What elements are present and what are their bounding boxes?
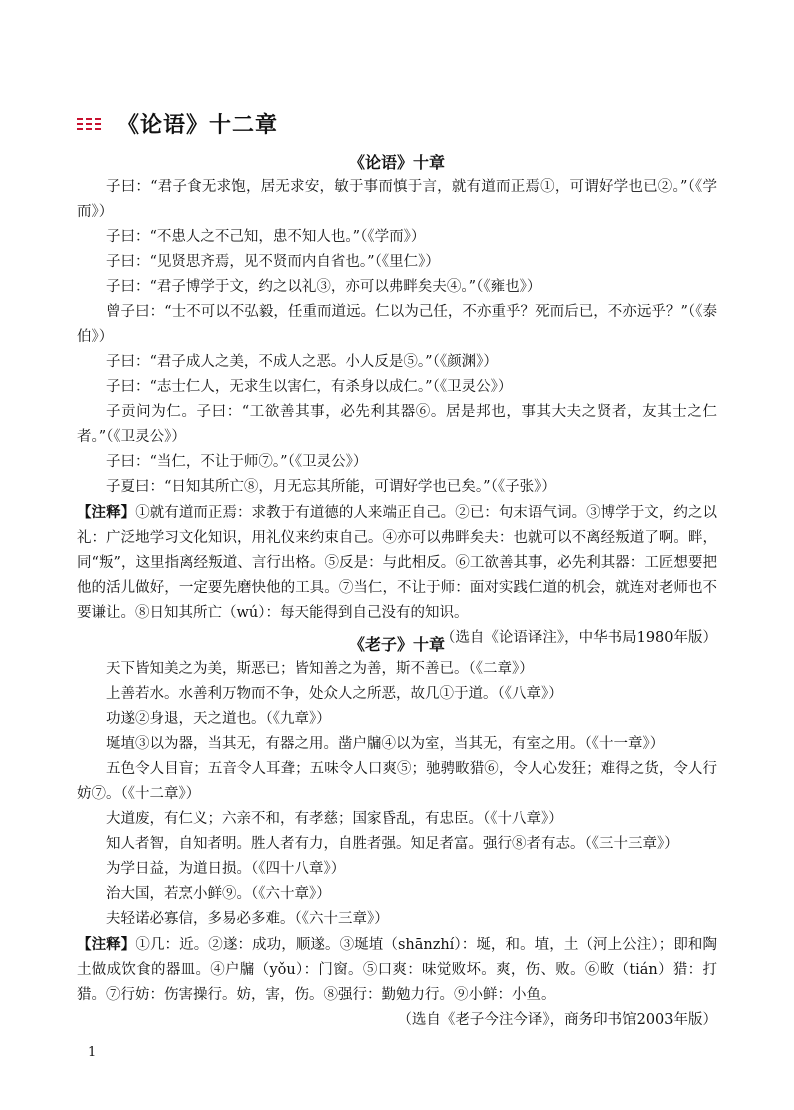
laozi-notes [77, 932, 717, 1008]
lunyu-source: （选自《论语译注》，中华书局1980年版） [440, 630, 717, 646]
lunyu-para: 子曰：“见贤思齐焉，见不贤而内自省也。”（《里仁》） [106, 254, 440, 270]
laozi-para: 五色令人目盲；五音令人耳聋；五味令人口爽⑤；驰骋畋猎⑥，令人心发狂；难得之货，令人行妨⑦。（《十二章》） [77, 761, 717, 802]
lunyu-para: 子曰：“当仁，不让于师⑦。”（《卫灵公》） [106, 454, 368, 470]
laozi-para: 为学日益，为道日损。（《四十八章》） [106, 861, 346, 877]
laozi-para: 知人者智，自知者明。胜人者有力，自胜者强。知足者富。强行⑧者有志。（《三十三章》） [106, 836, 679, 852]
lunyu-notes [77, 500, 717, 626]
lunyu-section-title: 《论语》十章 [348, 153, 445, 172]
laozi-para: 功遂②身退，天之道也。（《九章》） [106, 711, 331, 727]
laozi-para: 夫轻诺必寡信，多易必多难。（《六十三章》） [106, 911, 389, 927]
lunyu-para: 子夏曰：“日知其所亡⑧，月无忘其所能，可谓好学也已矣。”（《子张》） [106, 479, 556, 495]
laozi-para: 天下皆知美之为美，斯恶已；皆知善之为善，斯不善已。（《二章》） [106, 661, 534, 677]
laozi-body [77, 657, 717, 1033]
laozi-source: （选自《老子今注今译》，商务印书馆2003年版） [397, 1012, 717, 1028]
chapter-header [77, 108, 278, 139]
lunyu-para: 子曰：“不患人之不己知，患不知人也。”（《学而》） [106, 229, 426, 245]
notes-text: ①几：近。②遂：成功，顺遂。③埏埴（shānzhí）：埏，和。埴，土（河上公注）；即和陶土做成饮食的器皿。④户牖（yǒu）：门窗。⑤口爽：味觉败坏。爽，伤、败。⑥畋（tián）猎：打猎。⑦行妨：伤害操行。妨，害，伤。⑧强行：勤勉力行。⑨小鲜：小鱼。 [77, 937, 717, 1003]
lunyu-body [77, 175, 717, 651]
lunyu-para: 子贡问为仁。子曰：“工欲善其事，必先利其器⑥。居是邦也，事其大夫之贤者，友其士之仁者。”（《卫灵公》） [77, 404, 717, 445]
notes-label: 【注释】 [77, 936, 136, 953]
lunyu-para: 子曰：“君子博学于文，约之以礼③，亦可以弗畔矣夫④。”（《雍也》） [106, 279, 542, 295]
notes-text: ①就有道而正焉：求教于有道德的人来端正自己。②已：句末语气词。③博学于文，约之以礼：广泛地学习文化知识，用礼仪来约束自己。④亦可以弗畔矣夫：也就可以不离经叛道了啊。畔，同“叛”，这里指离经叛道、言行出格。⑤反是：与此相反。⑥工欲善其事，必先利其器：工匠想要把他的活儿做好，一定要先磨快他的工具。⑦当仁，不让于师：面对实践仁道的机会，就连对老师也不要谦让。⑧日知其所亡（wú）：每天能得到自己没有的知识。 [77, 505, 717, 621]
lunyu-para: 子曰：“君子成人之美，不成人之恶。小人反是⑤。”（《颜渊》） [106, 354, 498, 370]
laozi-para: 上善若水。水善利万物而不争，处众人之所恶，故几①于道。（《八章》） [106, 686, 563, 702]
laozi-para: 治大国，若烹小鲜⑨。（《六十章》） [106, 886, 331, 902]
chapter-title: 《论语》十二章 [117, 112, 279, 138]
laozi-section-title: 《老子》十章 [348, 635, 445, 654]
lunyu-para: 曾子曰：“士不可以不弘毅，任重而道远。仁以为己任，不亦重乎？死而后已，不亦远乎？”（《泰伯》） [77, 304, 717, 345]
lunyu-para: 子曰：“君子食无求饱，居无求安，敏于事而慎于言，就有道而正焉①，可谓好学也已②。”（《学而》） [77, 179, 717, 220]
notes-label: 【注释】 [77, 504, 136, 521]
laozi-para: 大道废，有仁义；六亲不和，有孝慈；国家昏乱，有忠臣。（《十八章》） [106, 811, 563, 827]
laozi-para: 埏埴③以为器，当其无，有器之用。凿户牖④以为室，当其无，有室之用。（《十一章》） [106, 736, 665, 752]
chapter-marker-icon [77, 118, 101, 130]
page-number: 1 [88, 1045, 97, 1060]
lunyu-para: 子曰：“志士仁人，无求生以害仁，有杀身以成仁。”（《卫灵公》） [106, 379, 513, 395]
